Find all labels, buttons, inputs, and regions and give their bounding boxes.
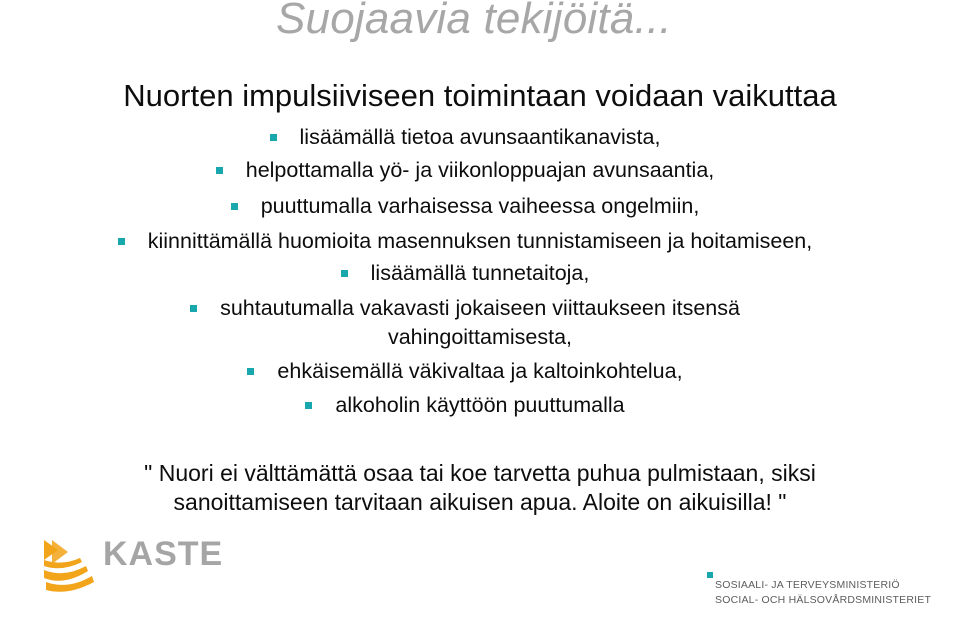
list-item-text: suhtautumalla vakavasti jokaiseen viittaukseen itsensä xyxy=(220,296,740,320)
list-item-continuation xyxy=(0,324,960,350)
quote-line: " Nuori ei välttämättä osaa tai koe tarvetta puhua pulmistaan, siksi xyxy=(144,460,816,486)
list-item-text: kiinnittämällä huomioita masennuksen tunnistamiseen ja hoitamiseen, xyxy=(147,229,813,253)
list-item-text: puuttumalla varhaisessa vaiheessa ongelmiin, xyxy=(260,194,700,218)
list-item-text: ehkäisemällä väkivaltaa ja kaltoinkohtelua, xyxy=(277,359,683,383)
ministry-logo xyxy=(715,578,931,608)
quote xyxy=(0,459,960,517)
bullet-square-icon xyxy=(216,167,223,174)
slide-subtitle: Nuorten impulsiiviseen toimintaan voidaan vaikuttaa xyxy=(123,78,837,113)
list-item xyxy=(0,358,960,384)
list-item xyxy=(0,157,960,183)
slide-title: Suojaavia tekijöitä... xyxy=(276,0,672,43)
kaste-logo-text: KASTE xyxy=(103,535,224,573)
bullet-square-icon xyxy=(118,238,125,245)
list-item xyxy=(0,295,960,321)
list-item xyxy=(0,124,960,150)
ministry-name-fi: SOSIAALI- JA TERVEYSMINISTERIÖ xyxy=(715,579,900,591)
bullet-square-icon xyxy=(190,305,197,312)
list-item xyxy=(0,228,960,254)
list-item xyxy=(0,260,960,286)
list-item-text: alkoholin käyttöön puuttumalla xyxy=(335,393,625,417)
list-item-text: helpottamalla yö- ja viikonloppuajan avunsaantia, xyxy=(245,158,715,182)
list-item xyxy=(0,193,960,219)
quote-line: sanoittamiseen tarvitaan aikuisen apua. Aloite on aikuisilla! " xyxy=(173,489,787,515)
bullet-square-icon xyxy=(341,270,348,277)
list-item-text: lisäämällä tietoa avunsaantikanavista, xyxy=(299,125,661,149)
ministry-square-icon xyxy=(707,572,713,578)
bullet-square-icon xyxy=(270,134,277,141)
bullet-square-icon xyxy=(305,402,312,409)
list-item-text: vahingoittamisesta, xyxy=(387,325,573,349)
bullet-square-icon xyxy=(247,368,254,375)
list-item-text: lisäämällä tunnetaitoja, xyxy=(370,261,590,285)
list-item xyxy=(0,392,960,418)
bullet-square-icon xyxy=(231,203,238,210)
ministry-name-sv: SOCIAL- OCH HÄLSOVÅRDSMINISTERIET xyxy=(715,594,932,606)
